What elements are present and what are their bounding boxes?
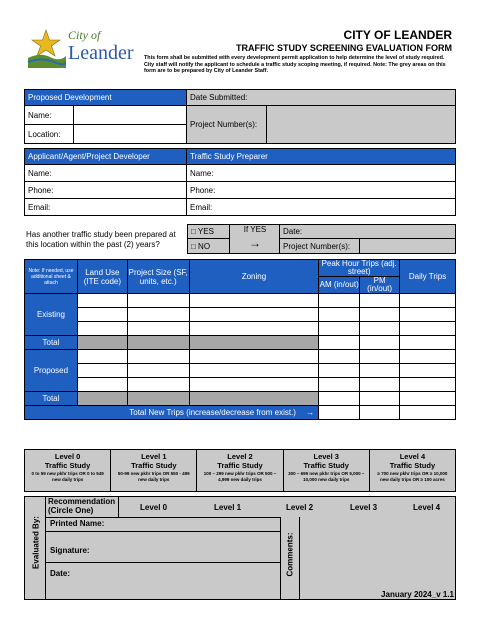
trips-table bbox=[24, 259, 456, 420]
comments-field[interactable] bbox=[301, 517, 456, 600]
table-cell[interactable] bbox=[189, 364, 319, 378]
evaluated-by-label: Evaluated By: bbox=[31, 516, 41, 569]
no-checkbox[interactable]: □ NO bbox=[187, 239, 230, 254]
prior-date-label: Date: bbox=[280, 224, 456, 239]
applicant-name-label: Name: bbox=[24, 165, 187, 182]
location-field[interactable] bbox=[74, 125, 187, 144]
table-cell[interactable] bbox=[360, 350, 400, 364]
comments-label: Comments: bbox=[285, 532, 295, 577]
am-header: AM (in/out) bbox=[319, 277, 360, 294]
table-cell[interactable] bbox=[127, 350, 189, 364]
level-2-box bbox=[197, 450, 283, 491]
printed-name-field[interactable] bbox=[46, 531, 280, 532]
table-cell[interactable] bbox=[77, 350, 127, 364]
applicant-header: Applicant/Agent/Project Developer bbox=[24, 148, 187, 165]
project-size-header: Project Size (SF, units, etc.) bbox=[127, 260, 189, 294]
prior-study-question: Has another traffic study been prepared at this location within the past (2) years? bbox=[26, 230, 176, 249]
table-cell[interactable] bbox=[360, 322, 400, 336]
location-label: Location: bbox=[24, 125, 74, 144]
existing-label: Existing bbox=[25, 294, 78, 336]
option-level-3[interactable]: Level 3 bbox=[350, 503, 378, 512]
table-cell bbox=[127, 392, 189, 406]
table-cell[interactable] bbox=[127, 378, 189, 392]
level-title: Level 2 bbox=[227, 452, 253, 461]
level-desc: 100 – 299 new pkhr trips OR 500 – 4,999 new daily trips bbox=[203, 471, 277, 482]
table-cell[interactable] bbox=[400, 378, 456, 392]
table-cell[interactable] bbox=[400, 322, 456, 336]
prior-project-numbers-label: Project Number(s): bbox=[280, 239, 360, 254]
level-title: Level 3 bbox=[313, 452, 339, 461]
land-use-header: Land Use (ITE code) bbox=[77, 260, 127, 294]
recommendation-divider bbox=[46, 517, 280, 518]
proposed-development-header: Proposed Development bbox=[24, 89, 187, 106]
level-desc: ≥ 700 new pkhr trips OR ≥ 10,000 new daily trips OR ≥ 100 acres bbox=[377, 471, 448, 482]
table-cell bbox=[77, 392, 127, 406]
prior-project-numbers-field bbox=[360, 239, 456, 254]
option-level-4[interactable]: Level 4 bbox=[413, 503, 441, 512]
preparer-phone-label: Phone: bbox=[187, 182, 456, 199]
level-4-box bbox=[370, 450, 455, 491]
preparer-header: Traffic Study Preparer bbox=[187, 148, 456, 165]
level-desc: 300 – 699 new pkhr trips OR 5,000 – 10,000 new daily trips bbox=[288, 471, 365, 482]
right-arrow-icon: → bbox=[306, 408, 315, 417]
project-numbers-field bbox=[267, 106, 456, 144]
table-cell[interactable] bbox=[400, 364, 456, 378]
table-cell bbox=[189, 336, 319, 350]
table-cell[interactable] bbox=[319, 406, 360, 420]
table-cell[interactable] bbox=[77, 294, 127, 308]
table-cell[interactable] bbox=[360, 364, 400, 378]
table-cell[interactable] bbox=[319, 378, 360, 392]
level-3-box bbox=[284, 450, 370, 491]
table-cell[interactable] bbox=[360, 392, 400, 406]
table-cell[interactable] bbox=[400, 308, 456, 322]
recommendation-label: Recommendation (Circle One) bbox=[48, 497, 116, 515]
project-numbers-label: Project Number(s): bbox=[187, 106, 267, 144]
table-cell[interactable] bbox=[189, 294, 319, 308]
table-cell[interactable] bbox=[77, 308, 127, 322]
level-title: Level 4 bbox=[399, 452, 426, 461]
logo-text-bottom: Leander bbox=[68, 42, 134, 64]
table-cell bbox=[77, 336, 127, 350]
date-submitted-label: Date Submitted: bbox=[187, 89, 456, 106]
applicant-phone-label: Phone: bbox=[24, 182, 187, 199]
note-cell bbox=[25, 260, 78, 294]
preparer-email-label: Email: bbox=[187, 199, 456, 216]
table-cell[interactable] bbox=[77, 364, 127, 378]
city-logo bbox=[26, 24, 138, 70]
version-text: January 2024_v 1.1 bbox=[381, 590, 454, 599]
proposed-total-label: Total bbox=[25, 392, 78, 406]
daily-trips-header: Daily Trips bbox=[400, 260, 456, 294]
pm-header: PM (in/out) bbox=[360, 277, 400, 294]
table-cell[interactable] bbox=[127, 294, 189, 308]
table-cell[interactable] bbox=[360, 294, 400, 308]
total-new-trips-label bbox=[25, 406, 319, 420]
table-cell bbox=[189, 392, 319, 406]
signature-field[interactable] bbox=[46, 562, 280, 563]
intro-text: This form shall be submitted with every development permit application to help determine the level of study required. City staff will notify the applicant to schedule a traffic study scoping meeting, if required. Note: The grey areas on this form are to be prepared by City of Leander Staff. bbox=[144, 55, 446, 74]
peak-hour-header: Peak Hour Trips (adj. street) bbox=[319, 260, 400, 277]
table-cell bbox=[127, 336, 189, 350]
if-yes-label: If YES bbox=[243, 225, 267, 234]
date-label: Date: bbox=[50, 569, 71, 578]
yes-checkbox[interactable]: □ YES bbox=[187, 224, 230, 239]
level-title: Level 1 bbox=[141, 452, 167, 461]
table-cell[interactable] bbox=[127, 364, 189, 378]
table-cell[interactable] bbox=[360, 336, 400, 350]
name-label: Name: bbox=[24, 106, 74, 125]
table-cell[interactable] bbox=[127, 308, 189, 322]
printed-name-label: Printed Name: bbox=[50, 519, 105, 528]
table-cell[interactable] bbox=[319, 294, 360, 308]
table-cell[interactable] bbox=[400, 350, 456, 364]
logo-text-top: City of bbox=[68, 28, 101, 42]
table-cell[interactable] bbox=[319, 392, 360, 406]
table-cell[interactable] bbox=[400, 392, 456, 406]
level-sub: Traffic Study bbox=[303, 461, 349, 470]
level-sub: Traffic Study bbox=[44, 461, 91, 470]
level-title: Level 0 bbox=[54, 452, 81, 461]
table-cell[interactable] bbox=[360, 406, 400, 420]
level-sub: Traffic Study bbox=[131, 461, 177, 470]
level-0-box bbox=[25, 450, 111, 491]
table-cell[interactable] bbox=[77, 378, 127, 392]
table-cell[interactable] bbox=[360, 378, 400, 392]
level-desc: 50-99 new pkhr trips OR 550 - 499 new daily trips bbox=[117, 471, 190, 482]
table-cell[interactable] bbox=[189, 322, 319, 336]
proposed-label: Proposed bbox=[25, 350, 78, 392]
table-cell[interactable] bbox=[319, 364, 360, 378]
option-level-1[interactable]: Level 1 bbox=[214, 503, 242, 512]
table-cell[interactable] bbox=[400, 336, 456, 350]
level-sub: Traffic Study bbox=[389, 461, 436, 470]
levels-row bbox=[24, 449, 456, 492]
table-cell[interactable] bbox=[319, 322, 360, 336]
level-desc: 0 to 59 new pkhr trips OR 0 to 549 new daily trips bbox=[31, 471, 104, 482]
zoning-header: Zoning bbox=[189, 260, 319, 294]
applicant-email-label: Email: bbox=[24, 199, 187, 216]
option-level-0[interactable]: Level 0 bbox=[140, 503, 168, 512]
preparer-name-label: Name: bbox=[187, 165, 456, 182]
star-logo-icon bbox=[26, 24, 66, 68]
table-cell[interactable] bbox=[189, 350, 319, 364]
level-sub: Traffic Study bbox=[217, 461, 263, 470]
recommendation-vline bbox=[118, 496, 119, 517]
table-cell[interactable] bbox=[319, 308, 360, 322]
table-cell[interactable] bbox=[400, 294, 456, 308]
total-new-trips-text: Total New Trips (increase/decrease from exist.) bbox=[129, 408, 296, 417]
name-field[interactable] bbox=[74, 106, 187, 125]
level-1-box bbox=[111, 450, 197, 491]
existing-total-label: Total bbox=[25, 336, 78, 350]
table-cell[interactable] bbox=[77, 322, 127, 336]
table-cell[interactable] bbox=[319, 350, 360, 364]
note-text: Note: If needed, use additional sheet & attach bbox=[28, 267, 74, 286]
org-title: CITY OF LEANDER bbox=[343, 28, 452, 42]
table-cell[interactable] bbox=[189, 308, 319, 322]
option-level-2[interactable]: Level 2 bbox=[286, 503, 314, 512]
table-cell[interactable] bbox=[360, 308, 400, 322]
signature-label: Signature: bbox=[50, 546, 90, 555]
table-cell[interactable] bbox=[127, 322, 189, 336]
right-arrow-icon: → bbox=[249, 236, 261, 250]
form-title: TRAFFIC STUDY SCREENING EVALUATION FORM bbox=[236, 43, 452, 53]
table-cell[interactable] bbox=[400, 406, 456, 420]
table-cell[interactable] bbox=[189, 378, 319, 392]
table-cell[interactable] bbox=[319, 336, 360, 350]
